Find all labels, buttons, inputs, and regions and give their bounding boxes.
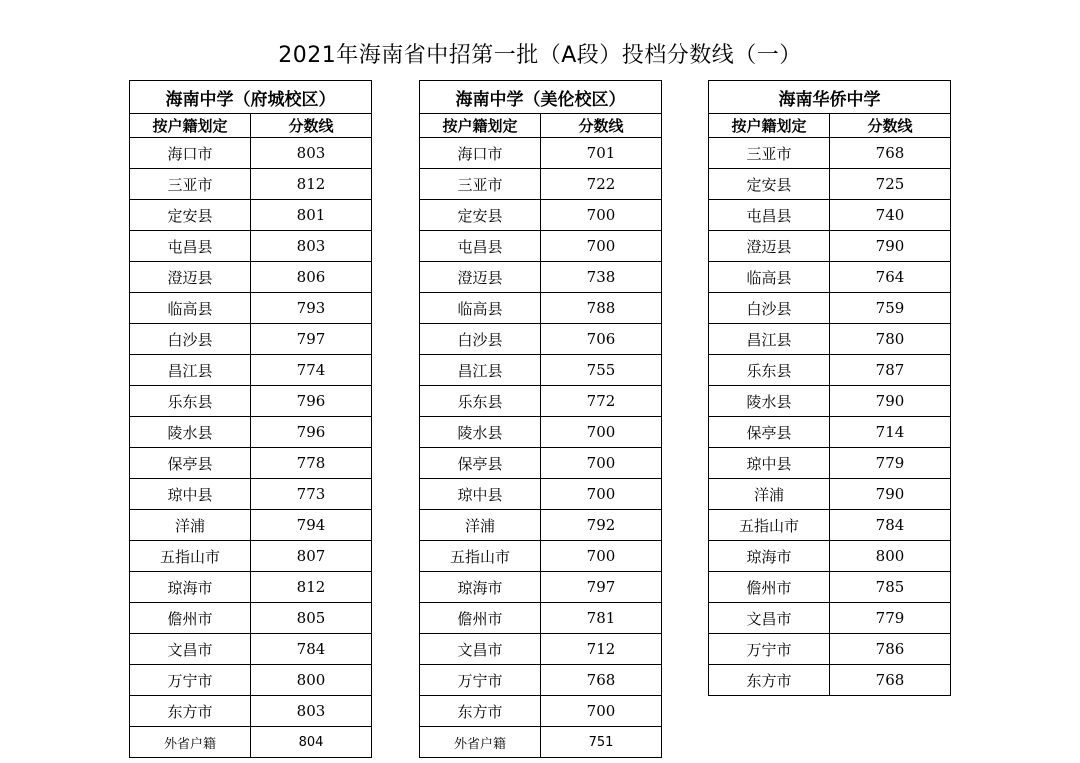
score-cell: 784 bbox=[251, 634, 372, 665]
region-cell: 外省户籍 bbox=[130, 727, 251, 758]
score-cell: 714 bbox=[830, 417, 951, 448]
table-row bbox=[420, 572, 662, 603]
column-header-row bbox=[130, 114, 372, 138]
table-row bbox=[709, 324, 951, 355]
region-cell: 乐东县 bbox=[420, 386, 541, 417]
score-cell: 780 bbox=[830, 324, 951, 355]
table-row bbox=[709, 355, 951, 386]
table-row bbox=[130, 572, 372, 603]
region-cell: 五指山市 bbox=[130, 541, 251, 572]
region-cell: 万宁市 bbox=[130, 665, 251, 696]
table-row bbox=[420, 200, 662, 231]
table-row-out-of-province bbox=[130, 727, 372, 758]
table-row bbox=[709, 293, 951, 324]
table-row bbox=[709, 138, 951, 169]
score-cell: 803 bbox=[251, 138, 372, 169]
region-cell: 三亚市 bbox=[709, 138, 830, 169]
region-cell: 五指山市 bbox=[420, 541, 541, 572]
region-cell: 白沙县 bbox=[130, 324, 251, 355]
region-cell: 陵水县 bbox=[130, 417, 251, 448]
table-row bbox=[130, 200, 372, 231]
score-cell: 774 bbox=[251, 355, 372, 386]
table-row bbox=[709, 479, 951, 510]
score-cell: 804 bbox=[251, 727, 372, 758]
column-header-score: 分数线 bbox=[830, 114, 951, 138]
score-cell: 794 bbox=[251, 510, 372, 541]
region-cell: 临高县 bbox=[130, 293, 251, 324]
table-row bbox=[130, 231, 372, 262]
region-cell: 文昌市 bbox=[420, 634, 541, 665]
score-cell: 740 bbox=[830, 200, 951, 231]
region-cell: 海口市 bbox=[420, 138, 541, 169]
score-cell: 700 bbox=[541, 541, 662, 572]
score-cell: 779 bbox=[830, 448, 951, 479]
region-cell: 定安县 bbox=[420, 200, 541, 231]
score-cell: 751 bbox=[541, 727, 662, 758]
score-cell: 800 bbox=[251, 665, 372, 696]
region-cell: 东方市 bbox=[130, 696, 251, 727]
score-cell: 701 bbox=[541, 138, 662, 169]
region-cell: 乐东县 bbox=[130, 386, 251, 417]
region-cell: 洋浦 bbox=[420, 510, 541, 541]
table-row bbox=[130, 696, 372, 727]
table-row bbox=[709, 665, 951, 696]
score-cell: 812 bbox=[251, 169, 372, 200]
region-cell: 乐东县 bbox=[709, 355, 830, 386]
table-row bbox=[420, 479, 662, 510]
region-cell: 洋浦 bbox=[130, 510, 251, 541]
score-cell: 788 bbox=[541, 293, 662, 324]
table-row bbox=[130, 603, 372, 634]
region-cell: 澄迈县 bbox=[709, 231, 830, 262]
column-header-score: 分数线 bbox=[251, 114, 372, 138]
score-cell: 785 bbox=[830, 572, 951, 603]
table-haizhong-fucheng bbox=[129, 80, 372, 758]
region-cell: 三亚市 bbox=[130, 169, 251, 200]
table-row bbox=[130, 324, 372, 355]
school-name-row bbox=[130, 81, 372, 114]
table-row bbox=[420, 324, 662, 355]
table-row bbox=[709, 448, 951, 479]
table-row bbox=[420, 696, 662, 727]
score-cell: 759 bbox=[830, 293, 951, 324]
score-cell: 792 bbox=[541, 510, 662, 541]
table-row bbox=[709, 231, 951, 262]
region-cell: 琼海市 bbox=[709, 541, 830, 572]
table-row bbox=[420, 231, 662, 262]
school-name-row bbox=[709, 81, 951, 114]
score-cell: 807 bbox=[251, 541, 372, 572]
score-cell: 797 bbox=[541, 572, 662, 603]
column-header-region: 按户籍划定 bbox=[420, 114, 541, 138]
table-row bbox=[709, 603, 951, 634]
score-cell: 700 bbox=[541, 696, 662, 727]
region-cell: 陵水县 bbox=[709, 386, 830, 417]
score-cell: 772 bbox=[541, 386, 662, 417]
table-row-out-of-province bbox=[420, 727, 662, 758]
school-name: 海南华侨中学 bbox=[709, 81, 951, 114]
table-row bbox=[420, 386, 662, 417]
table-row bbox=[130, 541, 372, 572]
table-row bbox=[420, 138, 662, 169]
table-row bbox=[709, 262, 951, 293]
region-cell: 屯昌县 bbox=[709, 200, 830, 231]
page-title: 2021年海南省中招第一批（A段）投档分数线（一） bbox=[278, 43, 802, 68]
region-cell: 文昌市 bbox=[709, 603, 830, 634]
region-cell: 琼中县 bbox=[130, 479, 251, 510]
table-row bbox=[130, 448, 372, 479]
table-row bbox=[709, 510, 951, 541]
region-cell: 洋浦 bbox=[709, 479, 830, 510]
table-row bbox=[709, 541, 951, 572]
table-row bbox=[709, 200, 951, 231]
region-cell: 保亭县 bbox=[420, 448, 541, 479]
column-header-region: 按户籍划定 bbox=[130, 114, 251, 138]
score-cell: 725 bbox=[830, 169, 951, 200]
score-cell: 700 bbox=[541, 417, 662, 448]
region-cell: 保亭县 bbox=[130, 448, 251, 479]
region-cell: 海口市 bbox=[130, 138, 251, 169]
region-cell: 昌江县 bbox=[420, 355, 541, 386]
score-cell: 784 bbox=[830, 510, 951, 541]
region-cell: 屯昌县 bbox=[420, 231, 541, 262]
score-cell: 793 bbox=[251, 293, 372, 324]
region-cell: 临高县 bbox=[420, 293, 541, 324]
table-row bbox=[130, 355, 372, 386]
table-row bbox=[420, 417, 662, 448]
score-cell: 787 bbox=[830, 355, 951, 386]
region-cell: 保亭县 bbox=[709, 417, 830, 448]
region-cell: 琼中县 bbox=[709, 448, 830, 479]
table-row bbox=[130, 386, 372, 417]
table-row bbox=[420, 510, 662, 541]
region-cell: 定安县 bbox=[130, 200, 251, 231]
score-cell: 796 bbox=[251, 417, 372, 448]
table-row bbox=[130, 634, 372, 665]
score-cell: 806 bbox=[251, 262, 372, 293]
score-cell: 700 bbox=[541, 448, 662, 479]
score-cell: 801 bbox=[251, 200, 372, 231]
table-row bbox=[709, 572, 951, 603]
table-row bbox=[420, 634, 662, 665]
table-row bbox=[420, 448, 662, 479]
region-cell: 儋州市 bbox=[130, 603, 251, 634]
score-cell: 773 bbox=[251, 479, 372, 510]
table-row bbox=[130, 262, 372, 293]
column-header-row bbox=[709, 114, 951, 138]
region-cell: 陵水县 bbox=[420, 417, 541, 448]
region-cell: 临高县 bbox=[709, 262, 830, 293]
score-cell: 805 bbox=[251, 603, 372, 634]
score-cell: 700 bbox=[541, 479, 662, 510]
region-cell: 万宁市 bbox=[709, 634, 830, 665]
table-row bbox=[420, 355, 662, 386]
table-row bbox=[709, 417, 951, 448]
region-cell: 澄迈县 bbox=[420, 262, 541, 293]
table-row bbox=[420, 603, 662, 634]
region-cell: 昌江县 bbox=[130, 355, 251, 386]
column-header-row bbox=[420, 114, 662, 138]
score-cell: 800 bbox=[830, 541, 951, 572]
table-row bbox=[130, 479, 372, 510]
score-cell: 706 bbox=[541, 324, 662, 355]
region-cell: 东方市 bbox=[420, 696, 541, 727]
score-cell: 803 bbox=[251, 231, 372, 262]
score-cell: 764 bbox=[830, 262, 951, 293]
score-cell: 768 bbox=[541, 665, 662, 696]
table-row bbox=[420, 541, 662, 572]
table-huaqiao bbox=[708, 80, 951, 696]
region-cell: 儋州市 bbox=[709, 572, 830, 603]
region-cell: 儋州市 bbox=[420, 603, 541, 634]
column-header-score: 分数线 bbox=[541, 114, 662, 138]
school-name: 海南中学（美伦校区） bbox=[420, 81, 662, 114]
score-cell: 812 bbox=[251, 572, 372, 603]
score-cell: 778 bbox=[251, 448, 372, 479]
score-cell: 796 bbox=[251, 386, 372, 417]
table-row bbox=[130, 293, 372, 324]
score-cell: 755 bbox=[541, 355, 662, 386]
score-cell: 803 bbox=[251, 696, 372, 727]
table-row bbox=[130, 169, 372, 200]
column-header-region: 按户籍划定 bbox=[709, 114, 830, 138]
region-cell: 东方市 bbox=[709, 665, 830, 696]
table-row bbox=[420, 262, 662, 293]
table-row bbox=[420, 293, 662, 324]
region-cell: 澄迈县 bbox=[130, 262, 251, 293]
region-cell: 屯昌县 bbox=[130, 231, 251, 262]
table-row bbox=[130, 510, 372, 541]
score-cell: 790 bbox=[830, 231, 951, 262]
table-row bbox=[709, 386, 951, 417]
region-cell: 琼海市 bbox=[130, 572, 251, 603]
table-row bbox=[130, 138, 372, 169]
table-haizhong-meilun bbox=[419, 80, 662, 758]
table-row bbox=[130, 665, 372, 696]
score-cell: 722 bbox=[541, 169, 662, 200]
score-cell: 797 bbox=[251, 324, 372, 355]
score-cell: 781 bbox=[541, 603, 662, 634]
region-cell: 五指山市 bbox=[709, 510, 830, 541]
table-row bbox=[420, 665, 662, 696]
school-name: 海南中学（府城校区） bbox=[130, 81, 372, 114]
score-cell: 790 bbox=[830, 479, 951, 510]
region-cell: 三亚市 bbox=[420, 169, 541, 200]
score-cell: 790 bbox=[830, 386, 951, 417]
region-cell: 白沙县 bbox=[709, 293, 830, 324]
region-cell: 琼中县 bbox=[420, 479, 541, 510]
region-cell: 白沙县 bbox=[420, 324, 541, 355]
score-cell: 700 bbox=[541, 200, 662, 231]
score-cell: 768 bbox=[830, 138, 951, 169]
school-name-row bbox=[420, 81, 662, 114]
table-row bbox=[709, 634, 951, 665]
region-cell: 琼海市 bbox=[420, 572, 541, 603]
region-cell: 昌江县 bbox=[709, 324, 830, 355]
score-cell: 712 bbox=[541, 634, 662, 665]
score-cell: 779 bbox=[830, 603, 951, 634]
region-cell: 外省户籍 bbox=[420, 727, 541, 758]
table-row bbox=[130, 417, 372, 448]
score-cell: 786 bbox=[830, 634, 951, 665]
table-row bbox=[420, 169, 662, 200]
score-cell: 768 bbox=[830, 665, 951, 696]
score-cell: 738 bbox=[541, 262, 662, 293]
table-row bbox=[709, 169, 951, 200]
region-cell: 万宁市 bbox=[420, 665, 541, 696]
region-cell: 文昌市 bbox=[130, 634, 251, 665]
score-cell: 700 bbox=[541, 231, 662, 262]
region-cell: 定安县 bbox=[709, 169, 830, 200]
